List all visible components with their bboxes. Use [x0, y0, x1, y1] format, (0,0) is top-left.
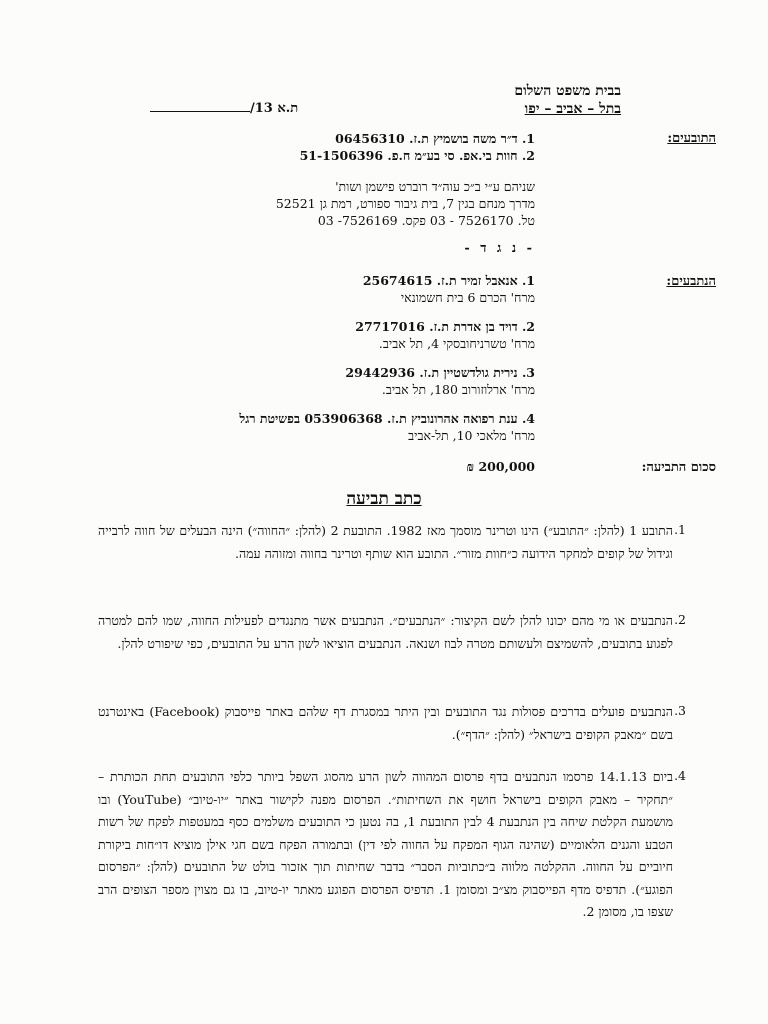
defendant-2: [355, 318, 535, 352]
representation-block: [276, 178, 535, 229]
rep-line: טל. 7526170 - 03 פקס. 7526169- 03: [317, 213, 535, 228]
plaintiffs-list: [300, 130, 535, 164]
case-number: [150, 99, 298, 116]
versus-separator: - נ ג ד -: [464, 241, 535, 256]
rep-line: מדרך מנחם בגין 7, בית גיבור ספורט, רמת גן 52521: [275, 196, 535, 211]
defendant-name: 4. ענת רפואה אהרונוביץ ת.ז. 053906368 בפשיטת רגל: [239, 411, 535, 426]
court-heading: [514, 82, 621, 118]
rep-line: שניהם ע״י ב״כ עוה״ד רוברט פישמן ושות': [335, 179, 535, 194]
court-location: בתל – אביב – יפו: [524, 101, 621, 117]
paragraph-2: הנתבעים או מי מהם יכונו להלן לשם הקיצור: ״הנתבעים״. הנתבעים אשר מתנגדים לפעילות החווה, שמו להם למטרה לפגוע בתובעים, להשמיצם ולעשותם מטרה לבוז ושנאה. הנתבעים הוציאו לשון הרע על התובעים, כפי שיפורט להלן.: [98, 613, 673, 651]
plaintiff-1: 1. ד״ר משה בושמיץ ת.ז. 06456310: [335, 131, 535, 146]
defendant-address: מרח' מלאכי 10, תל-אביב: [408, 428, 535, 443]
defendant-3: [345, 364, 535, 398]
plaintiffs-label: התובעים:: [667, 131, 716, 146]
case-label: ת.א 13/: [250, 101, 299, 116]
document-title-wrap: [0, 489, 768, 509]
defendants-label: הנתבעים:: [666, 274, 716, 289]
defendant-name: 3. נירית גולדשטיין ת.ז. 29442936: [345, 365, 535, 380]
defendant-4: [239, 410, 535, 444]
paragraph-number: 3.: [674, 703, 686, 718]
paragraph-1: התובע 1 (להלן: ״התובע״) הינו וטרינר מוסמך מאז 1982. התובעת 2 (להלן: ״החווה״) הינה הבעלים של חווה לרבייה וגידול של קופים למחקר הידועה כ״חוות מזור״. התובע הוא שותף וטרינר בחווה ומזוהה עמה.: [98, 523, 673, 561]
paragraph-number: 1.: [674, 522, 686, 537]
plaintiff-2: 2. חוות בי.אפ. סי בע״מ ח.פ. 51-1506396: [299, 148, 535, 163]
defendant-address: מרח' הכרם 6 בית חשמונאי: [400, 290, 535, 305]
defendant-name: 2. דויד בן אדרת ת.ז. 27717016: [355, 319, 535, 334]
case-number-blank: [150, 99, 250, 112]
paragraph-3: הנתבעים פועלים בדרכים פסולות נגד התובעים ובין היתר במסגרת דף שלהם באתר פייסבוק (Facebook) באינטרנט בשם ״מאבק הקופים בישראל״ (להלן: ״הדף״).: [98, 704, 673, 742]
paragraph-number: 4.: [674, 768, 686, 783]
claim-sum-label: סכום התביעה:: [641, 460, 716, 475]
paragraph-number: 2.: [674, 612, 686, 627]
claim-sum-value: 200,000 ₪: [466, 459, 535, 474]
court-name: בבית משפט השלום: [514, 83, 621, 99]
defendant-address: מרח' ארלוזורוב 180, תל אביב.: [381, 382, 535, 397]
defendant-name: 1. אנאבל זמיר ת.ז. 25674615: [362, 273, 535, 288]
document-title: כתב תביעה: [346, 489, 422, 509]
paragraph-4: ביום 14.1.13 פרסמו הנתבעים בדף פרסום המהווה לשון הרע מהסוג השפל ביותר כלפי התובעים תחת הכותרת – ״תחקיר – מאבק הקופים בישראל חושף את השחיתות״. הפרסום מפנה לקישור באתר ״יו-טיוב״ (YouTube) ובו מושמעת הקלטת שיחה בין הנתבעת 4 לבין התובעת 1, בה נטען כי התובעים משלמים כסף במעטפות לפקח של רשות הטבע והגנים הלאומיים (שהינה הגוף המפקח על החווה לפי דין) ובתמורה הפקח בשם חגי אילן מוציא דו״חות ביקורת חיוביים על החווה. ההקלטה מלווה ב״כתוביות הסבר״ בדבר שחיתות תוך אזכור בולט של התובעים (להלן: ״הפרסום הפוגע״). תדפיס מדף הפייסבוק מצ״ב ומסומן 1. תדפיס הפרסום הפוגע מאתר יו-טיוב, בו גם מצוין מספר הצופים הרב שצפו בו, מסומן 2.: [98, 769, 673, 919]
defendant-address: מרח' טשרניחובסקי 4, תל אביב.: [378, 336, 535, 351]
defendant-1: [363, 272, 535, 306]
